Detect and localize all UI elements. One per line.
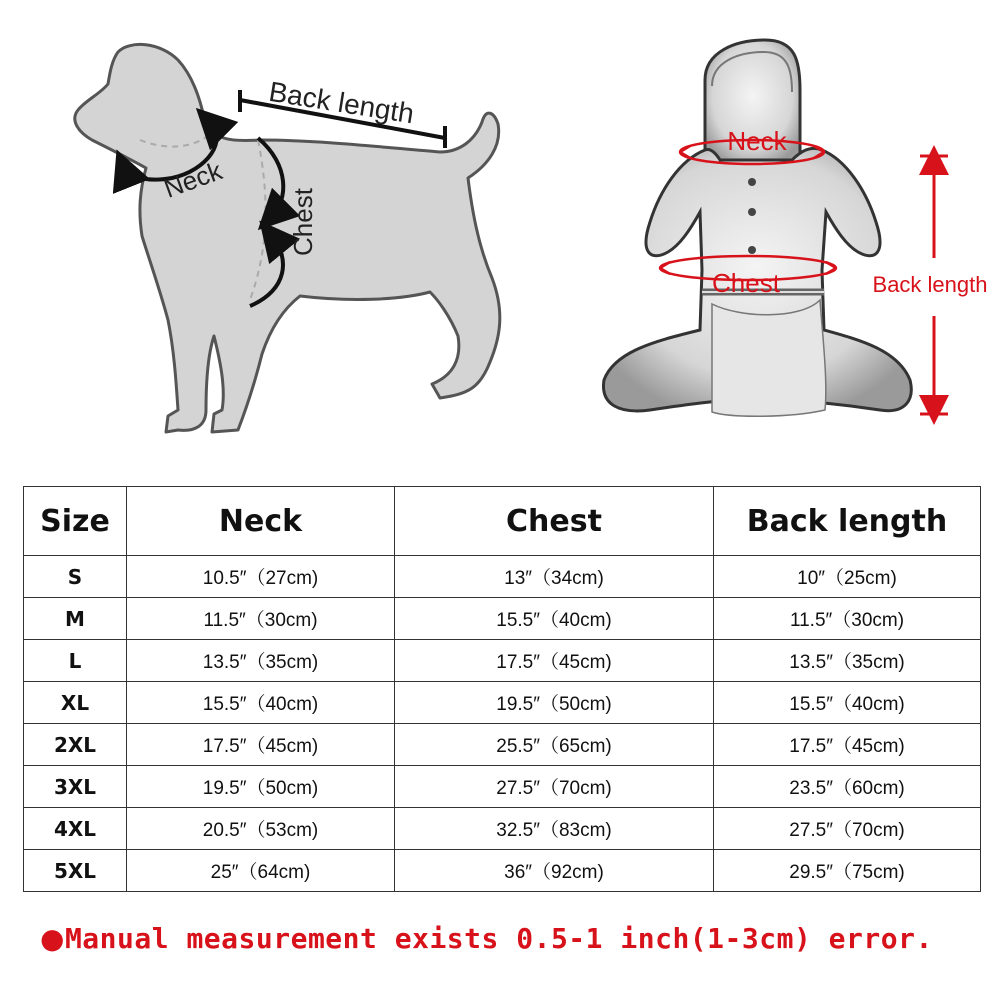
chest-cell: 17.5″（45cm) bbox=[395, 640, 714, 682]
neck-cell: 15.5″（40cm) bbox=[127, 682, 395, 724]
dog-neck-label: Neck bbox=[159, 155, 226, 204]
neck-cell: 13.5″（35cm) bbox=[127, 640, 395, 682]
back-length-cell: 17.5″（45cm) bbox=[714, 724, 981, 766]
size-cell: L bbox=[24, 640, 127, 682]
back-length-cell: 13.5″（35cm) bbox=[714, 640, 981, 682]
back-length-cell: 23.5″（60cm) bbox=[714, 766, 981, 808]
back-length-cell: 15.5″（40cm) bbox=[714, 682, 981, 724]
coat-back-length-label: Back length bbox=[872, 272, 988, 297]
neck-cell: 17.5″（45cm) bbox=[127, 724, 395, 766]
back-length-cell: 27.5″（70cm) bbox=[714, 808, 981, 850]
chest-cell: 36″（92cm) bbox=[395, 850, 714, 892]
header-size: Size bbox=[24, 487, 127, 556]
header-neck: Neck bbox=[127, 487, 395, 556]
back-length-cell: 10″（25cm) bbox=[714, 556, 981, 598]
size-cell: M bbox=[24, 598, 127, 640]
neck-cell: 20.5″（53cm) bbox=[127, 808, 395, 850]
header-chest: Chest bbox=[395, 487, 714, 556]
table-row bbox=[24, 808, 981, 850]
coat-chest-label: Chest bbox=[712, 268, 780, 298]
chest-cell: 15.5″（40cm) bbox=[395, 598, 714, 640]
header-back-length: Back length bbox=[714, 487, 981, 556]
size-cell: 3XL bbox=[24, 766, 127, 808]
table-row bbox=[24, 850, 981, 892]
size-chart-table bbox=[23, 486, 981, 892]
table-row bbox=[24, 598, 981, 640]
size-cell: S bbox=[24, 556, 127, 598]
chest-cell: 25.5″（65cm) bbox=[395, 724, 714, 766]
table-row bbox=[24, 556, 981, 598]
table-row bbox=[24, 724, 981, 766]
size-cell: 5XL bbox=[24, 850, 127, 892]
neck-cell: 19.5″（50cm) bbox=[127, 766, 395, 808]
chest-cell: 27.5″（70cm) bbox=[395, 766, 714, 808]
table-row bbox=[24, 640, 981, 682]
table-row bbox=[24, 682, 981, 724]
coat-neck-label: Neck bbox=[727, 126, 787, 156]
table-row bbox=[24, 766, 981, 808]
measurement-error-note bbox=[40, 922, 980, 955]
raincoat-diagram bbox=[603, 40, 987, 416]
dog-back-length-label: Back length bbox=[266, 75, 417, 130]
chest-cell: 32.5″（83cm) bbox=[395, 808, 714, 850]
back-length-cell: 11.5″（30cm) bbox=[714, 598, 981, 640]
back-length-cell: 29.5″（75cm) bbox=[714, 850, 981, 892]
note-text: Manual measurement exists 0.5-1 inch(1-3cm) error. bbox=[64, 922, 933, 955]
size-cell: 2XL bbox=[24, 724, 127, 766]
dog-chest-label: Chest bbox=[288, 188, 318, 256]
size-cell: 4XL bbox=[24, 808, 127, 850]
neck-cell: 11.5″（30cm) bbox=[127, 598, 395, 640]
chest-cell: 13″（34cm) bbox=[395, 556, 714, 598]
dog-diagram bbox=[75, 44, 500, 432]
size-cell: XL bbox=[24, 682, 127, 724]
bullet-icon: ● bbox=[40, 922, 65, 955]
table-header-row bbox=[24, 487, 981, 556]
chest-cell: 19.5″（50cm) bbox=[395, 682, 714, 724]
neck-cell: 10.5″（27cm) bbox=[127, 556, 395, 598]
illustrations bbox=[0, 0, 1000, 470]
neck-cell: 25″（64cm) bbox=[127, 850, 395, 892]
